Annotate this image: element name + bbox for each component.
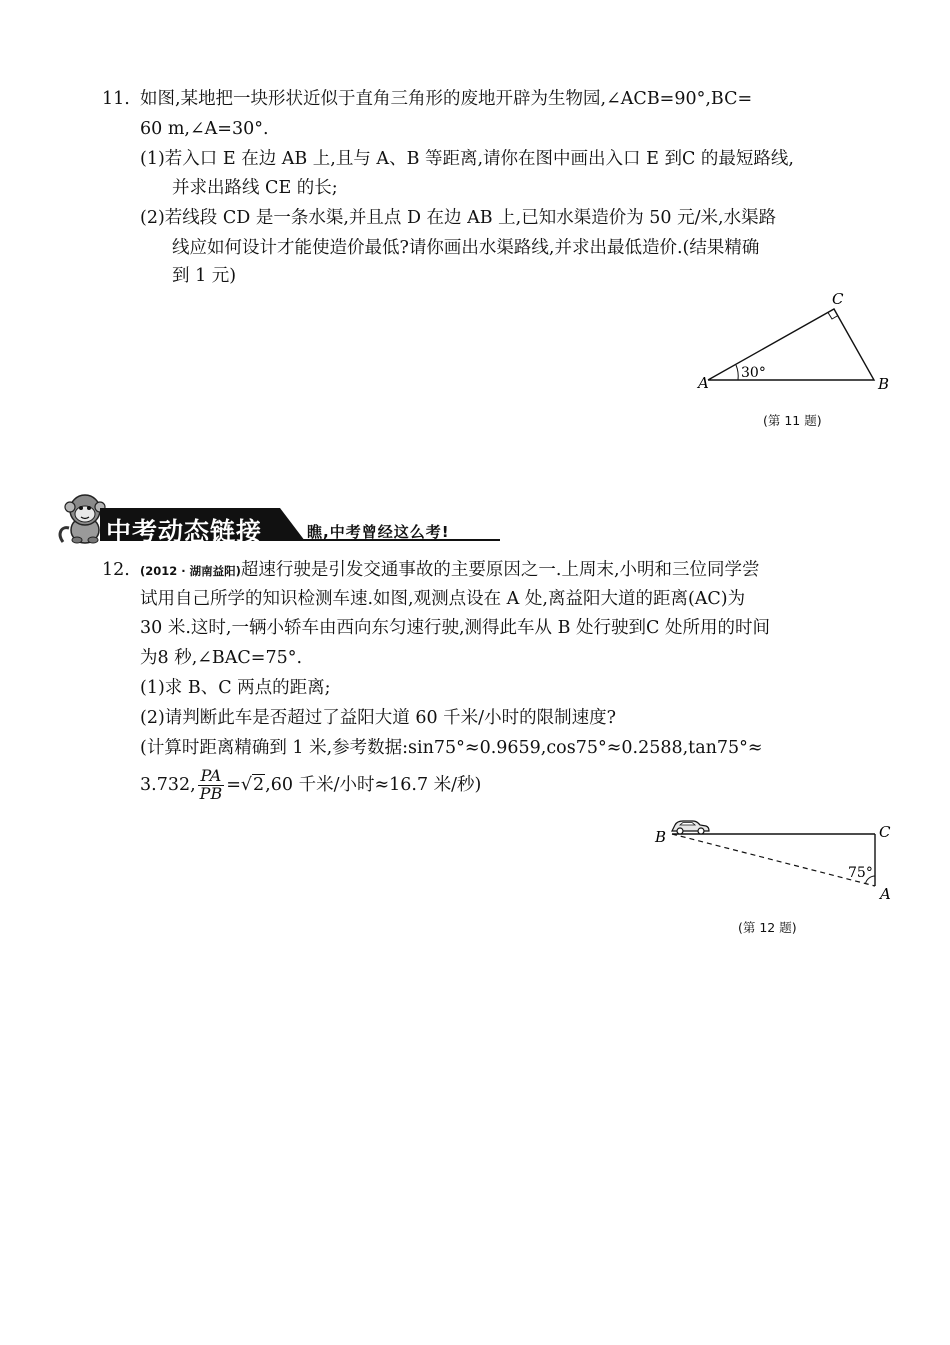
q12-line-1 [140,562,760,580]
q11-triangle [708,309,874,380]
q12-label-b: B [655,828,667,846]
q11-line-2: 60 m,∠A=30°. [140,119,269,139]
q12-fraction [198,768,225,803]
q11-label-c: C [832,290,844,308]
q12-caption: (第 12 题) [738,920,797,935]
q12-part2: (2)请判断此车是否超过了益阳大道 60 千米/小时的限制速度? [140,708,616,728]
q12-angle-label: 75° [848,865,873,881]
q12-label-a: A [880,885,891,903]
q11-line-1: 如图,某地把一块形状近似于直角三角形的废地开辟为生物园,∠ACB=90°,BC= [140,89,753,109]
q12-source: (2012 · 湖南益阳) [140,564,241,578]
q11-angle-label: 30° [741,365,766,381]
q12-sqrt: √2 [240,774,265,795]
q11-part2-line-2: 线应如何设计才能使造价最低?请你画出水渠路线,并求出最低造价.(结果精确 [172,238,760,258]
banner-subtitle: 瞧,中考曾经这么考! [307,523,450,541]
q12-line-3: 30 米.这时,一辆小轿车由西向东匀速行驶,测得此车从 B 处行驶到C 处所用的时间 [140,618,770,638]
q12-fraction-denominator: PB [199,783,223,803]
q12-ref-speed: ,60 千米/小时≈16.7 米/秒) [265,774,482,795]
q11-part2-line-3: 到 1 元) [172,266,237,286]
q11-angle-arc [736,365,738,380]
q12-figure [650,810,900,905]
q11-caption: (第 11 题) [763,413,822,428]
q11-part1-line-1: (1)若入口 E 在边 AB 上,且与 A、B 等距离,请你在图中画出入口 E 到C 的最短路线, [140,149,794,169]
q12-line-1-text: 超速行驶是引发交通事故的主要原因之一.上周末,小明和三位同学尝 [240,560,760,580]
q12-fraction-numerator: PA [198,768,225,786]
car-icon [672,821,709,834]
q12-reference-line-1: (计算时距离精确到 1 米,参考数据:sin75°≈0.9659,cos75°≈0.2588,tan75°≈ [140,738,763,758]
q11-triangle-figure [690,285,900,400]
q12-sqrt-radicand: 2 [253,774,265,795]
q12-label-c: C [879,823,891,841]
q11-part2-line-1: (2)若线段 CD 是一条水渠,并且点 D 在边 AB 上,已知水渠造价为 50 元/米,水渠路 [140,208,777,228]
q12-part1: (1)求 B、C 两点的距离; [140,678,331,698]
q11-label-a: A [698,374,709,392]
q12-line-2: 试用自己所学的知识检测车速.如图,观测点设在 A 处,离益阳大道的距离(AC)为 [140,589,746,609]
q12-ref-tan-value: 3.732, [140,774,196,795]
q11-label-b: B [878,375,890,393]
q12-equals: = [226,774,241,795]
banner-title: 中考动态链接 [106,517,263,546]
q12-number: 12. [102,560,130,580]
q12-line-4: 为8 秒,∠BAC=75°. [140,648,303,668]
q11-part1-line-2: 并求出路线 CE 的长; [172,178,338,198]
q12-reference-line-2 [140,768,481,803]
q11-number: 11. [102,89,130,109]
q12-dashed-ba [672,834,875,886]
